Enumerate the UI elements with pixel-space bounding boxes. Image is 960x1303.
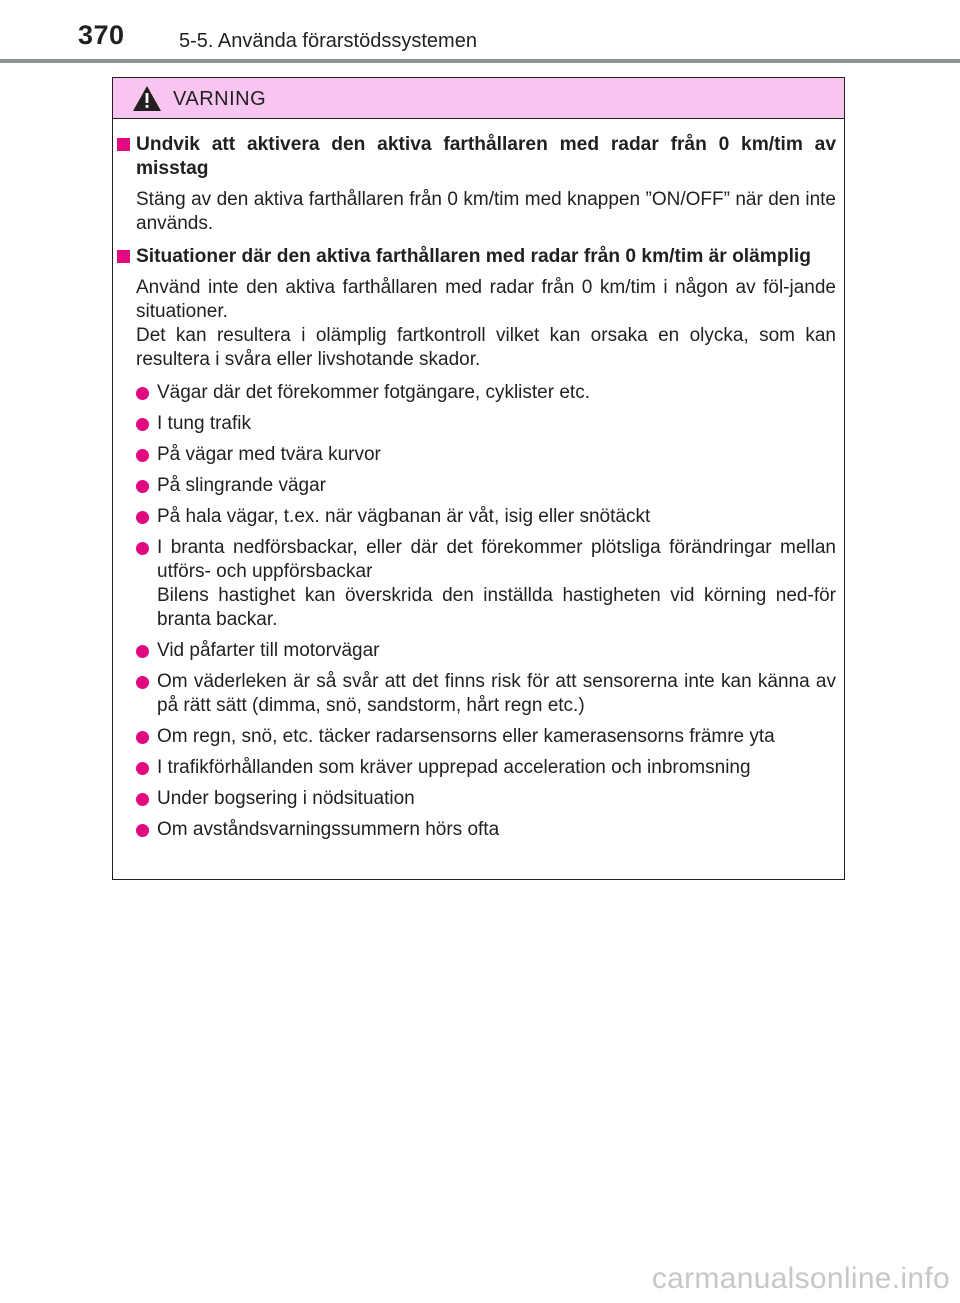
bullet-dot-icon: [136, 511, 149, 524]
list-item: [113, 787, 836, 811]
list-item-text: Om avståndsvarningssummern hörs ofta: [157, 819, 500, 840]
list-item-text: Om väderleken är så svår att det finns risk för att sensorerna inte kan känna av på rätt sätt (dimma, snö, sandstorm, hårt regn etc.): [157, 671, 836, 716]
list-item-text: Vid påfarter till motorvägar: [157, 640, 380, 661]
list-item: [113, 412, 836, 436]
square-bullet-icon: [117, 138, 130, 151]
list-item-text: På slingrande vägar: [157, 475, 326, 496]
bullet-dot-icon: [136, 645, 149, 658]
bullet-dot-icon: [136, 824, 149, 837]
square-bullet-icon: [117, 250, 130, 263]
list-item: [113, 505, 836, 529]
section-heading-text: Undvik att aktivera den aktiva farthållaren med radar från 0 km/tim av misstag: [136, 134, 836, 179]
section-heading: [113, 133, 836, 181]
list-item: [113, 443, 836, 467]
warning-box: [112, 77, 845, 880]
page-header: [0, 0, 960, 64]
list-item: [113, 536, 836, 632]
list-item: [113, 381, 836, 405]
bullet-dot-icon: [136, 676, 149, 689]
bullet-dot-icon: [136, 418, 149, 431]
warning-body: [113, 119, 844, 842]
warning-header: [113, 78, 844, 119]
watermark: carmanualsonline.info: [651, 1262, 950, 1295]
page-number: 370: [78, 20, 125, 50]
section-heading: [113, 245, 836, 269]
list-item-text: Om regn, snö, etc. täcker radarsensorns eller kamerasensorns främre yta: [157, 726, 775, 747]
list-item-note: Bilens hastighet kan överskrida den inställda hastigheten vid körning ned-för branta backar.: [157, 585, 836, 630]
list-item-text: Under bogsering i nödsituation: [157, 788, 415, 809]
list-item-text: I trafikförhållanden som kräver upprepad acceleration och inbromsning: [157, 757, 751, 778]
list-item-text: I tung trafik: [157, 413, 251, 434]
bullet-dot-icon: [136, 542, 149, 555]
list-item: [113, 639, 836, 663]
warning-section: [113, 133, 836, 236]
section-title: 5-5. Använda förarstödssystemen: [179, 30, 477, 52]
list-item: [113, 670, 836, 718]
header-divider: [0, 59, 960, 63]
list-item: [113, 818, 836, 842]
section-paragraph: Det kan resultera i olämplig fartkontroll vilket kan orsaka en olycka, som kan resultera i svåra eller livshotande skador.: [136, 325, 836, 370]
list-item: [113, 474, 836, 498]
bullet-dot-icon: [136, 731, 149, 744]
situation-list: [113, 381, 836, 842]
warning-triangle-icon: [132, 85, 162, 112]
list-item-text: Vägar där det förekommer fotgängare, cyklister etc.: [157, 382, 590, 403]
list-item: [113, 725, 836, 749]
section-heading-text: Situationer där den aktiva farthållaren med radar från 0 km/tim är olämplig: [136, 246, 811, 267]
warning-section: [113, 245, 836, 372]
section-paragraph: Stäng av den aktiva farthållaren från 0 km/tim med knappen ”ON/OFF” när den inte används.: [136, 189, 836, 234]
list-item-text: På hala vägar, t.ex. när vägbanan är våt, isig eller snötäckt: [157, 506, 651, 527]
list-item: [113, 756, 836, 780]
warning-title: VARNING: [173, 88, 267, 110]
list-item-text: På vägar med tvära kurvor: [157, 444, 381, 465]
bullet-dot-icon: [136, 387, 149, 400]
bullet-dot-icon: [136, 762, 149, 775]
bullet-dot-icon: [136, 793, 149, 806]
bullet-dot-icon: [136, 480, 149, 493]
list-item-text: I branta nedförsbackar, eller där det förekommer plötsliga förändringar mellan utförs- och uppförsbackar: [157, 537, 836, 582]
bullet-dot-icon: [136, 449, 149, 462]
section-paragraph: Använd inte den aktiva farthållaren med radar från 0 km/tim i någon av föl-jande situationer.: [136, 277, 836, 322]
